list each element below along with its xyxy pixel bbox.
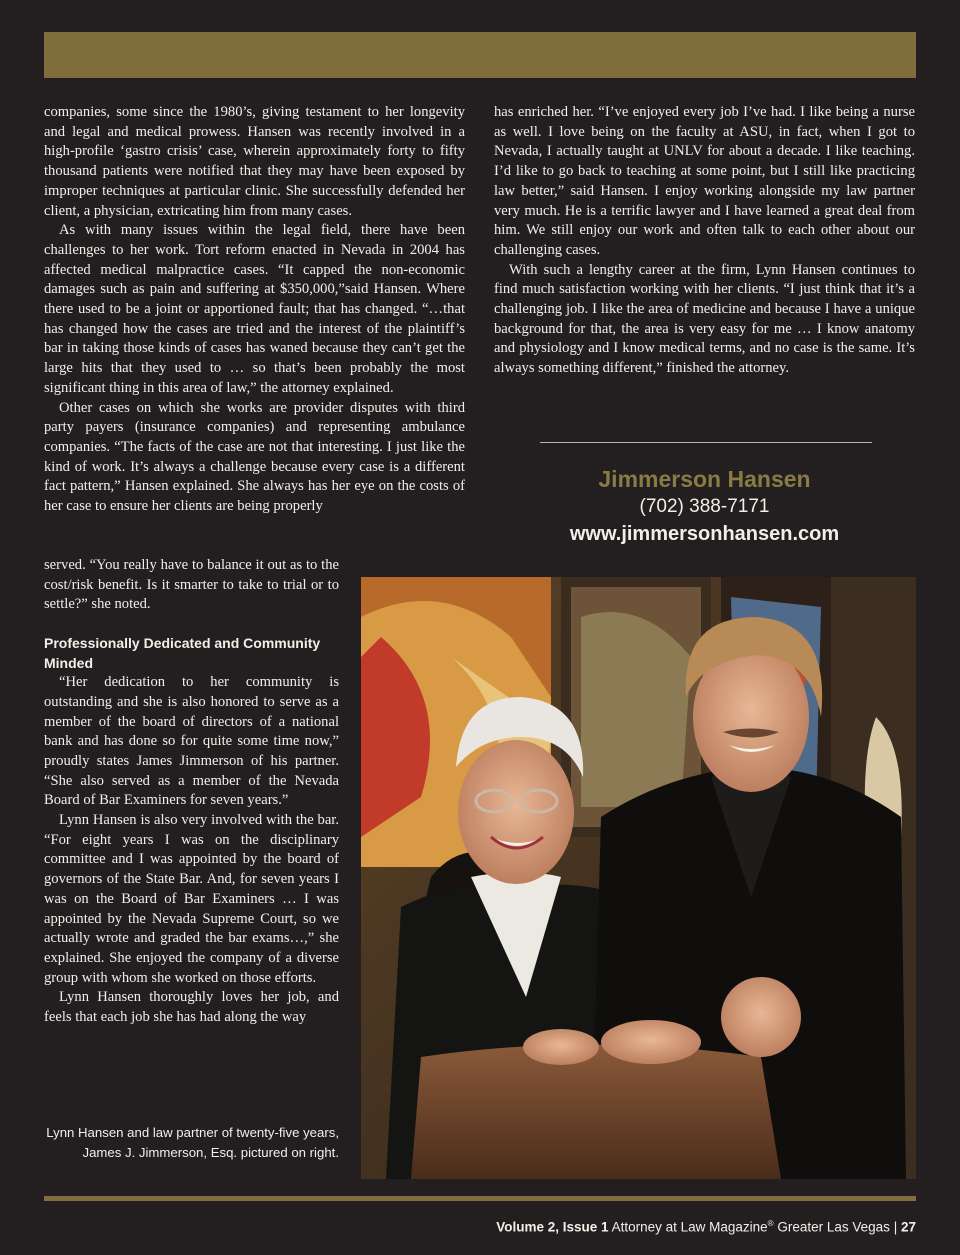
left-narrow-column (44, 556, 339, 1028)
firm-name: Jimmerson Hansen (598, 466, 811, 492)
paragraph: Lynn Hansen is also very involved with the bar. “For eight years I was on the disciplinary committee and I was appointed by the board of governors of the State Bar. And, for seven years I was on the Board of Bar Examiners … I was appointed by the Nevada Supreme Court, so we actually wrote and graded the bar exams…,” she explained. She enjoyed the company of a diverse group with whom she worked on those efforts. (44, 812, 339, 986)
page-footer (496, 1219, 916, 1235)
paragraph: As with many issues within the legal field, there have been challenges to her work. Tort reform enacted in Nevada in 2004 has affected medical malpractice cases. “It capped the non-economic damages such as pain and suffering at $350,000,”said Hansen. Where there used to be a joint or apportioned fault; that has changed. “…that has changed how the cases are tried and the interest of the plaintiff’s bar in taking those kinds of cases has waned because they can’t get the large hits that they used to … so that’s been probably the most significant thing in this area of law,” the attorney explained. (44, 222, 465, 396)
registered-mark: ® (767, 1219, 774, 1228)
paragraph: Lynn Hansen thoroughly loves her job, and feels that each job she has had along the way (44, 989, 339, 1026)
paragraph: With such a lengthy career at the firm, Lynn Hansen continues to find much satisfaction working with her clients. “I just think that it’s a challenging job. I like the area of medicine and because I have a unique background for that, the area is very easy for me … I know anatomy and physiology and I know medical terms, and no case is the same. It’s always something different,” finished the attorney. (494, 261, 915, 377)
attorneys-photo (361, 577, 916, 1179)
phone-number: (702) 388-7171 (639, 496, 770, 517)
photo-caption: Lynn Hansen and law partner of twenty-five years, James J. Jimmerson, Esq. pictured on right. (46, 1125, 339, 1160)
contact-block (494, 464, 915, 548)
issue-label: Volume 2, Issue 1 (496, 1219, 609, 1235)
paragraph: served. “You really have to balance it out as to the cost/risk benefit. Is it smarter to take to trial or to settle?” she noted. (44, 557, 339, 613)
edition-name: Greater Las Vegas (777, 1219, 890, 1235)
paragraph: has enriched her. “I’ve enjoyed every job I’ve had. I like being a nurse as well. I love being on the faculty at ASU, in fact, when I got to Nevada, I actually taught at UNLV for about a decade. I like teaching. I’d like to go back to teaching at some point, but I still like practicing law better,” said Hansen. I enjoy working alongside my law partner very much. He is a terrific lawyer and I have learned a great deal from him. We still enjoy our work and often talk to each other about our challenging cases. (494, 104, 915, 258)
section-subheading: Professionally Dedicated and Community Minded (44, 635, 321, 671)
page-number: 27 (900, 1219, 916, 1235)
footer-gold-rule (44, 1196, 916, 1201)
right-column (494, 103, 915, 379)
paragraph: “Her dedication to her community is outstanding and she is also honored to serve as a member of the board of directors of a national bank and has done so for quite some time now,” proudly states James Jimmerson of his partner. “She also served as a member of the Nevada Board of Bar Examiners for seven years.” (44, 674, 339, 809)
divider-line (540, 442, 872, 443)
footer-separator: | (893, 1219, 898, 1235)
header-gold-bar (44, 32, 916, 78)
left-column (44, 103, 465, 517)
website-link[interactable]: www.jimmersonhansen.com (569, 523, 840, 545)
paragraph: companies, some since the 1980’s, giving testament to her longevity and legal and medical prowess. Hansen was recently involved in a high-profile ‘gastro crisis’ case, wherein approximately forty to fifty thousand patients were notified that they may have been exposed by improper techniques at particular clinic. She successfully defended her client, a physician, extricating him from many cases. (44, 104, 465, 219)
magazine-name: Attorney at Law Magazine (611, 1219, 768, 1235)
paragraph: Other cases on which she works are provider disputes with third party payers (insurance companies) and representing ambulance companies. “The facts of the case are not that interesting. I just like the kind of work. It’s always a challenge because every case is a different fact pattern,” Hansen explained. She always has her eye on the costs of her case to ensure her clients are being properly (44, 399, 465, 515)
